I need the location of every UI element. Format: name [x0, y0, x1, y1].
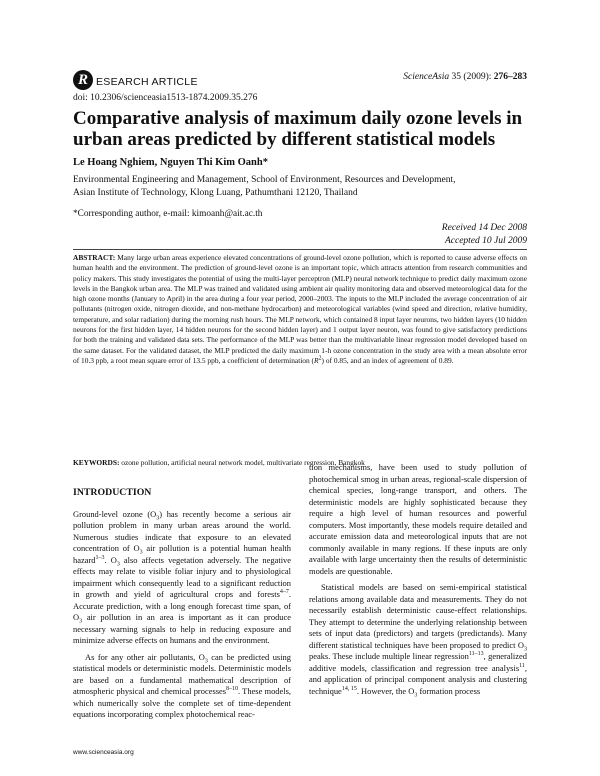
affiliation-line-2: Asian Institute of Technology, Klong Luang, Pathumthani 12120, Thailand: [73, 187, 358, 198]
abstract-text: Many large urban areas experience elevated concentrations of ground-level ozone pollution, which is reported to cause adverse effects on human health and the environment. The prediction of ground-level ozone is an important topic, which attracts attention from research communities and policy makers. This study investigates the potential of using the multi-layer perceptron (MLP) neural network technique to predict daily maximum ozone levels in the Bangkok urban area. The MLP was trained and validated using ambient air quality monitoring data and observed meteorological data for the high ozone months (January to April) in the area during a four year period, 2000–2003. The inputs to the MLP included the average concentration of air pollutants (nitrogen oxide, nitrogen dioxide, and non-methane hydrocarbon) and meteorological variables (wind speed and direction, relative humidity, temperature, and solar radiation) during the morning rush hours. The MLP network, which contained 8 input layer neurons, two hidden layers (10 hidden neurons for the first hidden layer, 14 hidden neurons for the second hidden layer) and 1 output layer neuron, was found to give satisfactory predictions for both the training and validated data sets. The performance of the MLP was better than the multivariable linear regression model developed based on the same dataset. For the validated dataset, the MLP predicted the daily maximum 1-h ozone concentration in the study area with a mean absolute error of 10.3 ppb, a root mean square error of 13.5 ppb, a coefficient of determination (: [73, 253, 527, 365]
keywords-label: KEYWORDS:: [73, 458, 120, 467]
journal-pages: 276–283: [493, 72, 527, 82]
abstract-label: ABSTRACT:: [73, 253, 116, 262]
corresponding-author[interactable]: *Corresponding author, e-mail: kimoanh@ait.ac.th: [73, 209, 263, 219]
journal-reference: [403, 72, 527, 82]
intro-paragraph-2: As for any other air pollutants, $O_3$ can be predicted using statistical models or deterministic models. Deterministic models are based on a fundamental mathematical description of atmospheric physical and chemical processes$^{8-10}$. These models, which numerically solve the complete set of time-dependent equations incorporating complex photochemical reac-: [73, 651, 291, 719]
r-squared-symbol: R: [314, 355, 319, 365]
abstract-text-end: ) of 0.85, and an index of agreement of 0.89.: [321, 355, 454, 365]
affiliation: [73, 174, 533, 199]
intro-paragraph-3: tion mechanisms, have been used to study pollution of photochemical smog in urban areas, regional-scale dispersion of chemical species, long-range transport, and others. The deterministic models are highly sophisticated because they require a high level of human resources and powerful computers. Most importantly, these models require detailed and accurate emission data and meteorological inputs that are not commonly available in many regions. If these inputs are only available with large uncertainty then the results of deterministic models are questionable.: [309, 462, 527, 576]
received-date: Received 14 Dec 2008: [441, 223, 527, 233]
footer-url[interactable]: www.scienceasia.org: [73, 749, 134, 756]
abstract-top-divider: [73, 249, 527, 250]
article-dates: [442, 222, 527, 247]
body-column-right: [309, 462, 527, 697]
affiliation-line-1: Environmental Engineering and Management, School of Environment, Resources and Development,: [73, 175, 456, 185]
journal-volume: 35 (2009):: [451, 72, 492, 82]
doi[interactable]: doi: 10.2306/scienceasia1513-1874.2009.35.276: [73, 93, 258, 103]
keywords-text: ozone pollution, artificial neural network model, multivariate regression, Bangkok: [121, 458, 365, 467]
intro-paragraph-4: Statistical models are based on semi-empirical statistical relations among available data and measurements. They do not necessarily establish deterministic cause-effect relationships. They attempt to determine the underlying relationship between sets of input data (predictors) and targets (predictands). Many different statistical techniques have been proposed to predict $O_3$ peaks. These include multiple linear regression$^{11-13}$, generalized additive models, classification and regression tree analysis$^{11}$, and application of principal component analysis and clustering technique$^{14, 15}$. However, the $O_3$ formation process: [309, 582, 527, 699]
section-heading-introduction: INTRODUCTION: [73, 487, 152, 498]
intro-paragraph-1: Ground-level ozone $(O_3)$ has recently become a serious air pollution problem in many urban areas around the world. Numerous studies indicate that exposure to an elevated concentration of $O_3$ air pollution is a potential human health hazard$^{1-3}$. $O_3$ also affects vegetation adversely. The negative effects may relate to visible foliar injury and to physiological impairment which consequently lead to a significant reduction in growth and yield of agricultural crops and forests$^{4-7}$. Accurate prediction, with a long enough forecast time span, of $O_3$ air pollution in an area is important as it can produce necessary warning signals to help in reducing exposure and minimize adverse effects on humans and the environment.: [73, 508, 292, 645]
body-column-left: [73, 487, 291, 721]
research-article-badge-icon: R: [73, 70, 93, 90]
abstract: [73, 253, 527, 366]
article-type-label: ESEARCH ARTICLE: [96, 76, 198, 88]
r-squared-exponent: 2: [318, 355, 322, 362]
accepted-date: Accepted 10 Jul 2009: [444, 235, 527, 246]
journal-name: ScienceAsia: [403, 72, 450, 82]
authors: Le Hoang Nghiem, Nguyen Thi Kim Oanh*: [73, 157, 268, 168]
article-title: Comparative analysis of maximum daily ozone levels in urban areas predicted by different statistical models: [73, 108, 523, 150]
